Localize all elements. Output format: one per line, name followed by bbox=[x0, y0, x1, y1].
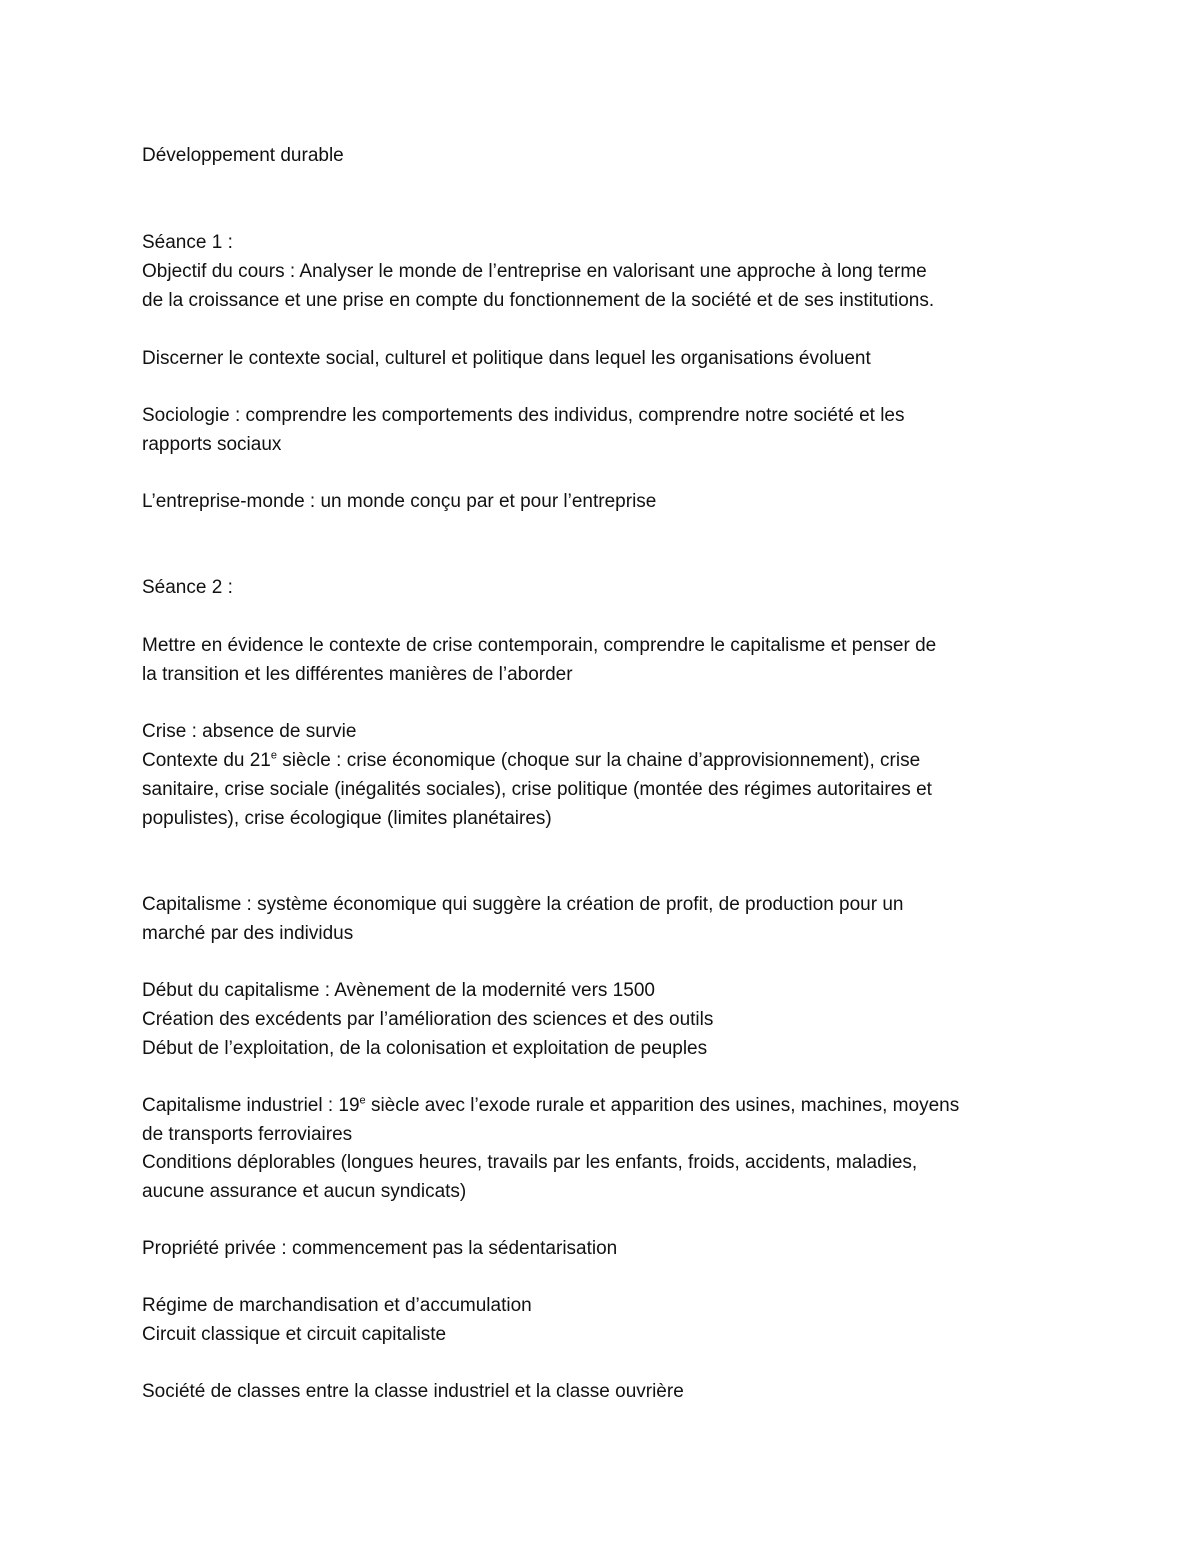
intro-line: Mettre en évidence le contexte de crise contemporain, comprendre le capitalisme et penser de bbox=[142, 635, 937, 656]
debut-capitalisme-line: Création des excédents par l’amélioration des sciences et des outils bbox=[142, 1009, 714, 1030]
capitalisme-industriel-line bbox=[142, 1094, 959, 1118]
intro-line: la transition et les différentes manières de l’aborder bbox=[142, 664, 573, 685]
contexte-line bbox=[142, 749, 920, 773]
discerner-paragraph: Discerner le contexte social, culturel et politique dans lequel les organisations évoluent bbox=[142, 348, 871, 369]
course-objective-line: de la croissance et une prise en compte du fonctionnement de la société et de ses institutions. bbox=[142, 290, 935, 311]
capitalisme-definition-line: Capitalisme : système économique qui suggère la création de profit, de production pour un bbox=[142, 894, 904, 915]
contexte-superscript: e bbox=[270, 749, 277, 762]
seance-1-heading: Séance 1 : bbox=[142, 232, 233, 253]
debut-capitalisme-line: Début du capitalisme : Avènement de la modernité vers 1500 bbox=[142, 980, 655, 1001]
industriel-superscript: e bbox=[359, 1094, 366, 1107]
debut-capitalisme-line: Début de l’exploitation, de la colonisation et exploitation de peuples bbox=[142, 1038, 708, 1059]
contexte-prefix: Contexte du 21 bbox=[142, 750, 271, 771]
course-objective-line: Objectif du cours : Analyser le monde de l’entreprise en valorisant une approche à long terme bbox=[142, 261, 927, 282]
conditions-line: aucune assurance et aucun syndicats) bbox=[142, 1181, 467, 1202]
regime-line: Régime de marchandisation et d’accumulation bbox=[142, 1295, 532, 1316]
societe-classes-paragraph: Société de classes entre la classe industriel et la classe ouvrière bbox=[142, 1381, 684, 1402]
seance-2-heading: Séance 2 : bbox=[142, 577, 233, 598]
entreprise-monde-paragraph: L’entreprise-monde : un monde conçu par et pour l’entreprise bbox=[142, 491, 657, 512]
sociologie-line: Sociologie : comprendre les comportements des individus, comprendre notre société et les bbox=[142, 405, 905, 426]
sociologie-line: rapports sociaux bbox=[142, 434, 282, 455]
capitalisme-definition-line: marché par des individus bbox=[142, 923, 354, 944]
industriel-suffix: siècle avec l’exode rurale et apparition des usines, machines, moyens bbox=[365, 1095, 960, 1116]
capitalisme-industriel-line: de transports ferroviaires bbox=[142, 1124, 353, 1145]
contexte-line: sanitaire, crise sociale (inégalités sociales), crise politique (montée des régimes autoritaires et bbox=[142, 779, 932, 800]
document-title: Développement durable bbox=[142, 145, 344, 166]
crise-definition: Crise : absence de survie bbox=[142, 721, 357, 742]
regime-line: Circuit classique et circuit capitaliste bbox=[142, 1324, 447, 1345]
contexte-suffix: siècle : crise économique (choque sur la chaine d’approvisionnement), crise bbox=[277, 750, 921, 771]
contexte-line: populistes), crise écologique (limites planétaires) bbox=[142, 808, 552, 829]
propriete-privee-paragraph: Propriété privée : commencement pas la sédentarisation bbox=[142, 1238, 618, 1259]
conditions-line: Conditions déplorables (longues heures, travails par les enfants, froids, accidents, maladies, bbox=[142, 1152, 918, 1173]
industriel-prefix: Capitalisme industriel : 19 bbox=[142, 1095, 360, 1116]
